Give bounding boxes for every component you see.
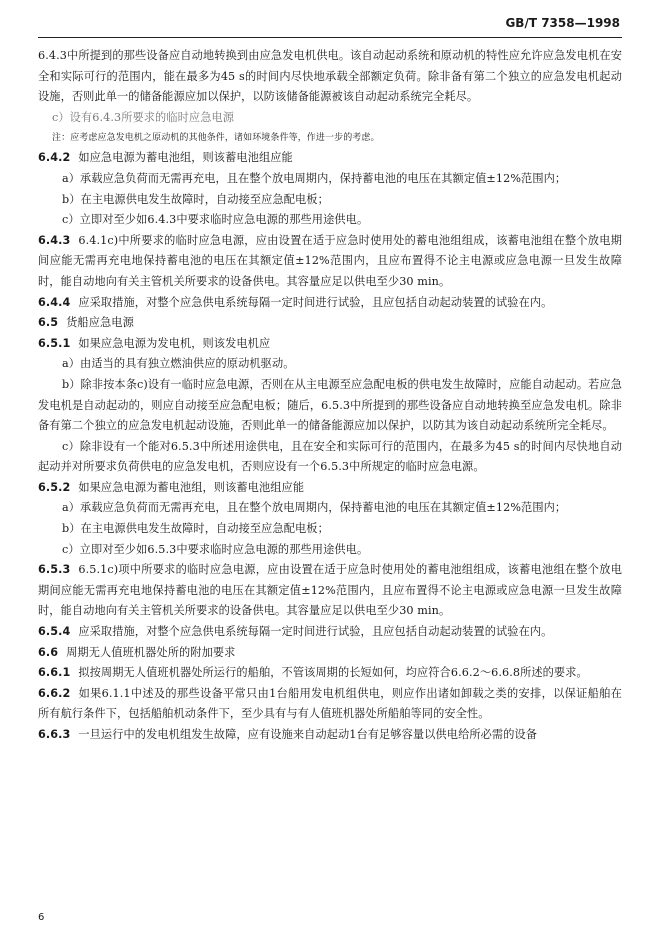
section-number: 6.6.2 [38,686,71,700]
section-number: 6.4.2 [38,151,71,165]
section-number: 6.5 [38,316,59,330]
section-6-4-4 [38,293,622,314]
section-text: 拟按周期无人值班机器处所运行的船舶，不管该周期的长短如何，均应符合6.6.2～6.6.8所述的要求。 [78,666,588,680]
section-text: 如应急电源为蓄电池组，则该蓄电池组应能 [78,151,293,165]
section-text: 6.5.1c)项中所要求的临时应急电源，应由设置在适于应急时使用处的蓄电池组组成，该蓄电池组在整个放电期间应能无需再充电地保持蓄电池的电压在其额定值±12%范围内，且应布置得不论主电源或应急电源一旦发生故障时，能自动地向有关主管机关所要求的设备供电。其容量应足以供电至少30 min。 [38,563,622,618]
section-number: 6.6 [38,645,59,659]
section-text: 货船应急电源 [66,316,134,330]
page-number: 6 [38,912,45,923]
section-text: 一旦运行中的发电机组发生故障，应有设施来自动起动1台有足够容量以供电给所必需的设备 [78,728,538,741]
paragraph: c）设有6.4.3所要求的临时应急电源 [52,110,235,124]
section-6-4-3 [38,231,622,293]
section-6-5-1 [38,334,622,355]
clause-item: a）由适当的具有独立燃油供应的原动机驱动。 [62,357,295,371]
clause-item: b）在主电源供电发生故障时，自动接至应急配电板； [62,522,329,536]
clause-item: c）立即对至少如6.5.3中要求临时应急电源的那些用途供电。 [62,542,369,556]
section-6-4-2 [38,148,622,169]
document-body [38,46,622,746]
section-number: 6.4.3 [38,233,71,247]
section-6-5-4 [38,622,622,643]
section-6-6-1 [38,663,622,684]
standard-code: GB/T 7358—1998 [505,16,620,30]
section-number: 6.6.1 [38,666,71,680]
section-6-6 [38,643,622,664]
section-number: 6.4.4 [38,295,71,309]
section-text: 应采取措施，对整个应急供电系统每隔一定时间进行试验，且应包括自动起动装置的试验在内。 [78,295,553,309]
section-6-5-2 [38,478,622,499]
section-number: 6.5.1 [38,336,71,350]
clause-item: a）承载应急负荷而无需再充电，且在整个放电周期内，保持蓄电池的电压在其额定值±12%范围内； [62,501,567,515]
section-text: 如果应急电源为发电机，则该发电机应 [78,336,271,350]
section-6-5-3 [38,560,622,622]
section-number: 6.5.4 [38,625,71,639]
section-6-5 [38,313,622,334]
section-number: 6.6.3 [38,728,71,741]
clause-item: c）立即对至少如6.4.3中要求临时应急电源的那些用途供电。 [62,213,369,227]
header-rule [38,37,622,38]
section-text: 周期无人值班机器处所的附加要求 [66,645,236,659]
section-text: 6.4.1c)中所要求的临时应急电源，应由设置在适于应急时使用处的蓄电池组组成，该蓄电池组在整个放电期间应能无需再充电地保持蓄电池的电压在其额定值±12%范围内，且应布置得不论主电源或应急电源一旦发生故障时，能自动地向有关主管机关所要求的设备供电。其容量应足以供电至少30 min。 [38,233,622,288]
section-number: 6.5.3 [38,563,71,577]
section-6-6-3 [38,725,622,746]
section-number: 6.5.2 [38,480,71,494]
section-text: 应采取措施，对整个应急供电系统每隔一定时间进行试验，且应包括自动起动装置的试验在内。 [78,625,553,639]
clause-item: b）在主电源供电发生故障时，自动接至应急配电板； [62,192,329,206]
clause-item: b）除非按本条c)设有一临时应急电源，否则在从主电源至应急配电板的供电发生故障时，应能自动起动。若应急发电机是自动起动的，则应自动接至应急配电板；随后，6.5.3中所提到的那些设备应自动地转换至应急发电机。除非备有第二个独立的应急发电机起动设施，否则此单一的储备能源应加以保护，以防其为该自动起动系统所完全耗尽。 [38,377,622,433]
section-text: 如果应急电源为蓄电池组，则该蓄电池组应能 [78,480,305,494]
clause-item: c）除非设有一个能对6.5.3中所述用途供电，且在安全和实际可行的范围内，在最多为45 s的时间内尽快地自动起动并对所要求负荷供电的应急发电机，否则应设有一个6.5.3中所规定的临时应急电源。 [38,439,622,474]
paragraph: 6.4.3中所提到的那些设备应自动地转换到由应急发电机供电。该自动起动系统和原动机的特性应允许应急发电机在安全和实际可行的范围内，能在最多为45 s的时间内尽快地承载全部额定负荷。除非备有第二个独立的应急发电机起动设施，否则此单一的储备能源应加以保护，以防该储备能源被该自动起动系统完全耗尽。 [38,49,622,104]
section-text: 如果6.1.1中述及的那些设备平常只由1台船用发电机组供电，则应作出诸如卸载之类的安排，以保证船舶在所有航行条件下，包括船舶机动条件下，至少具有与有人值班机器处所船舶等同的安全性。 [38,686,622,721]
clause-item: a）承载应急负荷而无需再充电，且在整个放电周期内，保持蓄电池的电压在其额定值±12%范围内； [62,171,567,185]
note-paragraph: 注：应考虑应急发电机之原动机的其他条件，诸如环境条件等，作进一步的考虑。 [52,133,380,144]
section-6-6-2 [38,684,622,725]
